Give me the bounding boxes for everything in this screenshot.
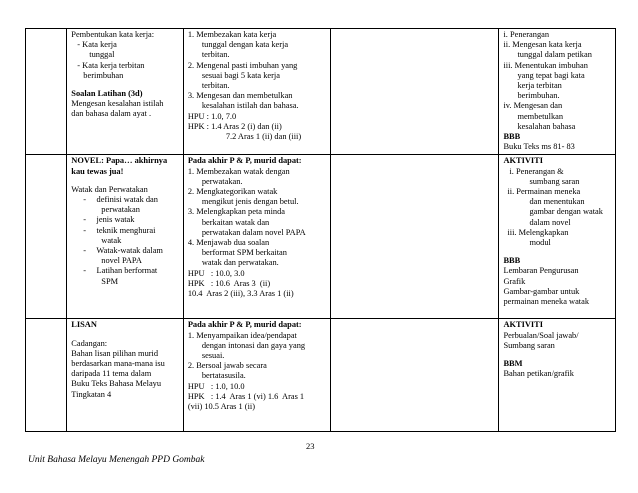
text-line: AKTIVITI: [503, 320, 544, 330]
text-line: Perbualan/Soal jawab/: [503, 330, 579, 340]
text-line: Lembaran Pengurusan: [503, 266, 579, 276]
text-line: bertatasusila.: [201, 371, 246, 381]
text-line: 3. Mengesan dan membetulkan: [187, 91, 293, 101]
text-line: Grafik: [503, 276, 526, 286]
text-line: (vii) 10.5 Aras 1 (ii): [187, 402, 256, 412]
text-line: terbitan.: [201, 50, 230, 60]
text-line: HPU : 1.0, 10.0: [187, 381, 245, 391]
objective-cell: [183, 319, 330, 432]
text-line: iii. Melengkapkan: [507, 227, 569, 237]
text-line: dalam novel: [529, 217, 571, 227]
text-line: BBB: [503, 132, 521, 142]
text-line: HPK : 10.6 Aras 3 (ii): [187, 278, 271, 288]
text-line: yang tepat bagi kata: [517, 70, 585, 80]
text-line: LISAN: [71, 320, 97, 330]
text-line: Buku Teks Bahasa Melayu: [71, 379, 162, 389]
text-line: dan menentukan: [529, 197, 585, 207]
text-line: HPK : 1.4 Aras 1 (vi) 1.6 Aras 1: [187, 391, 305, 401]
text-line: ii. Mengesan kata kerja: [503, 40, 582, 50]
text-line: kesalahan bahasa: [517, 121, 576, 131]
text-line: Gambar-gambar untuk: [503, 286, 580, 296]
text-line: 10.4 Aras 2 (iii), 3.3 Aras 1 (ii): [187, 289, 294, 299]
text-line: Bahan lisan pilihan murid: [71, 348, 159, 358]
text-line: kerja terbitan: [517, 81, 562, 91]
text-line: perwatakan dalam novel PAPA: [201, 227, 306, 237]
text-line: 1. Membezakan kata kerja: [187, 30, 277, 39]
text-line: - Kata kerja terbitan: [77, 60, 145, 70]
text-line: Cadangan:: [71, 338, 108, 348]
text-line: Soalan Latihan (3d): [71, 89, 143, 99]
week-cell: [26, 319, 67, 432]
text-line: Buku Teks ms 81- 83: [503, 142, 575, 152]
text-line: perwatakan: [101, 205, 140, 215]
text-line: Watak dan Perwatakan: [71, 184, 148, 194]
table-row: [26, 319, 616, 432]
text-line: 2. Mengenal pasti imbuhan yang: [187, 60, 298, 70]
text-line: iii. Menentukan imbuhan: [503, 60, 588, 70]
text-line: berimbuhan.: [517, 91, 560, 101]
text-line: sesuai.: [201, 351, 225, 361]
text-line: i. Penerangan &: [509, 166, 564, 176]
table-row: [26, 155, 616, 319]
text-line: ii. Permainan meneka: [507, 187, 581, 197]
topic-cell: [67, 29, 184, 155]
text-line: NOVEL: Papa… akhirnya: [71, 156, 168, 166]
text-line: Sumbang saran: [503, 340, 555, 350]
text-line: novel PAPA: [101, 256, 142, 266]
text-line: - Latihan berformat: [83, 266, 158, 276]
text-line: BBM: [503, 359, 523, 369]
text-line: 1. Menyampaikan idea/pendapat: [187, 330, 297, 340]
page-number: 23: [306, 441, 315, 451]
text-line: kau tewas jua!: [71, 166, 124, 176]
activity-cell: [499, 29, 616, 155]
text-line: Mengesan kesalahan istilah: [71, 99, 164, 109]
activity-cell: [499, 155, 616, 319]
text-line: terbitan.: [201, 81, 230, 91]
text-line: i. Penerangan: [503, 30, 550, 39]
text-line: 3. Melengkapkan peta minda: [187, 207, 286, 217]
text-line: berimbuhan: [83, 70, 124, 80]
text-line: Tingkatan 4: [71, 389, 112, 399]
text-line: sumbang saran: [529, 176, 580, 186]
empty-cell: [331, 29, 499, 155]
text-line: 4. Menjawab dua soalan: [187, 238, 270, 248]
text-line: - Watak-watak dalam: [83, 246, 163, 256]
topic-cell: [67, 155, 184, 319]
text-line: dan bahasa dalam ayat .: [71, 109, 152, 119]
week-cell: [26, 155, 67, 319]
text-line: BBB: [503, 256, 521, 266]
text-line: berkaitan watak dan: [201, 217, 270, 227]
text-line: Pembentukan kata kerja:: [71, 30, 155, 39]
text-line: Bahan petikan/grafik: [503, 369, 574, 379]
text-line: AKTIVITI: [503, 156, 544, 166]
table-row: [26, 29, 616, 155]
text-line: tunggal dengan kata kerja: [201, 40, 289, 50]
text-line: HPK : 1.4 Aras 2 (i) dan (ii): [187, 121, 282, 131]
empty-cell: [331, 319, 499, 432]
text-line: 2. Mengkategorikan watak: [187, 187, 278, 197]
text-line: tunggal dalam petikan: [517, 50, 592, 60]
text-line: Pada akhir P & P, murid dapat:: [187, 156, 302, 166]
text-line: - jenis watak: [83, 215, 135, 225]
text-line: daripada 11 tema dalam: [71, 369, 152, 379]
text-line: permainan meneka watak: [503, 297, 590, 307]
text-line: - teknik menghurai: [83, 225, 156, 235]
text-line: membetulkan: [517, 111, 564, 121]
text-line: 7.2 Aras 1 (ii) dan (iii): [225, 132, 302, 142]
text-line: 1. Membezakan watak dengan: [187, 166, 290, 176]
week-cell: [26, 29, 67, 155]
text-line: SPM: [101, 276, 119, 286]
objective-cell: [183, 155, 330, 319]
text-line: HPU : 1.0, 7.0: [187, 111, 237, 121]
text-line: iv. Mengesan dan: [503, 101, 563, 111]
text-line: - definisi watak dan: [83, 195, 158, 205]
text-line: sesuai bagi 5 kata kerja: [201, 70, 280, 80]
lesson-plan-table: [25, 28, 616, 432]
text-line: 2. Bersoal jawab secara: [187, 361, 267, 371]
text-line: watak dan perwatakan.: [201, 258, 279, 268]
text-line: kesalahan istilah dan bahasa.: [201, 101, 299, 111]
text-line: Pada akhir P & P, murid dapat:: [187, 320, 302, 330]
empty-cell: [331, 155, 499, 319]
objective-cell: [183, 29, 330, 155]
page-footer: Unit Bahasa Melayu Menengah PPD Gombak: [28, 455, 205, 465]
text-line: dengan intonasi dan gaya yang: [201, 340, 306, 350]
text-line: berformat SPM berkaitan: [201, 248, 287, 258]
text-line: watak: [101, 235, 122, 245]
text-line: perwatakan.: [201, 176, 243, 186]
text-line: HPU : 10.0, 3.0: [187, 268, 245, 278]
text-line: berdasarkan mana-mana isu: [71, 359, 165, 369]
activity-cell: [499, 319, 616, 432]
topic-cell: [67, 319, 184, 432]
text-line: tunggal: [89, 50, 115, 60]
text-line: mengikut jenis dengan betul.: [201, 197, 299, 207]
text-line: modul: [529, 238, 551, 248]
text-line: gambar dengan watak: [529, 207, 603, 217]
text-line: - Kata kerja: [77, 40, 117, 50]
